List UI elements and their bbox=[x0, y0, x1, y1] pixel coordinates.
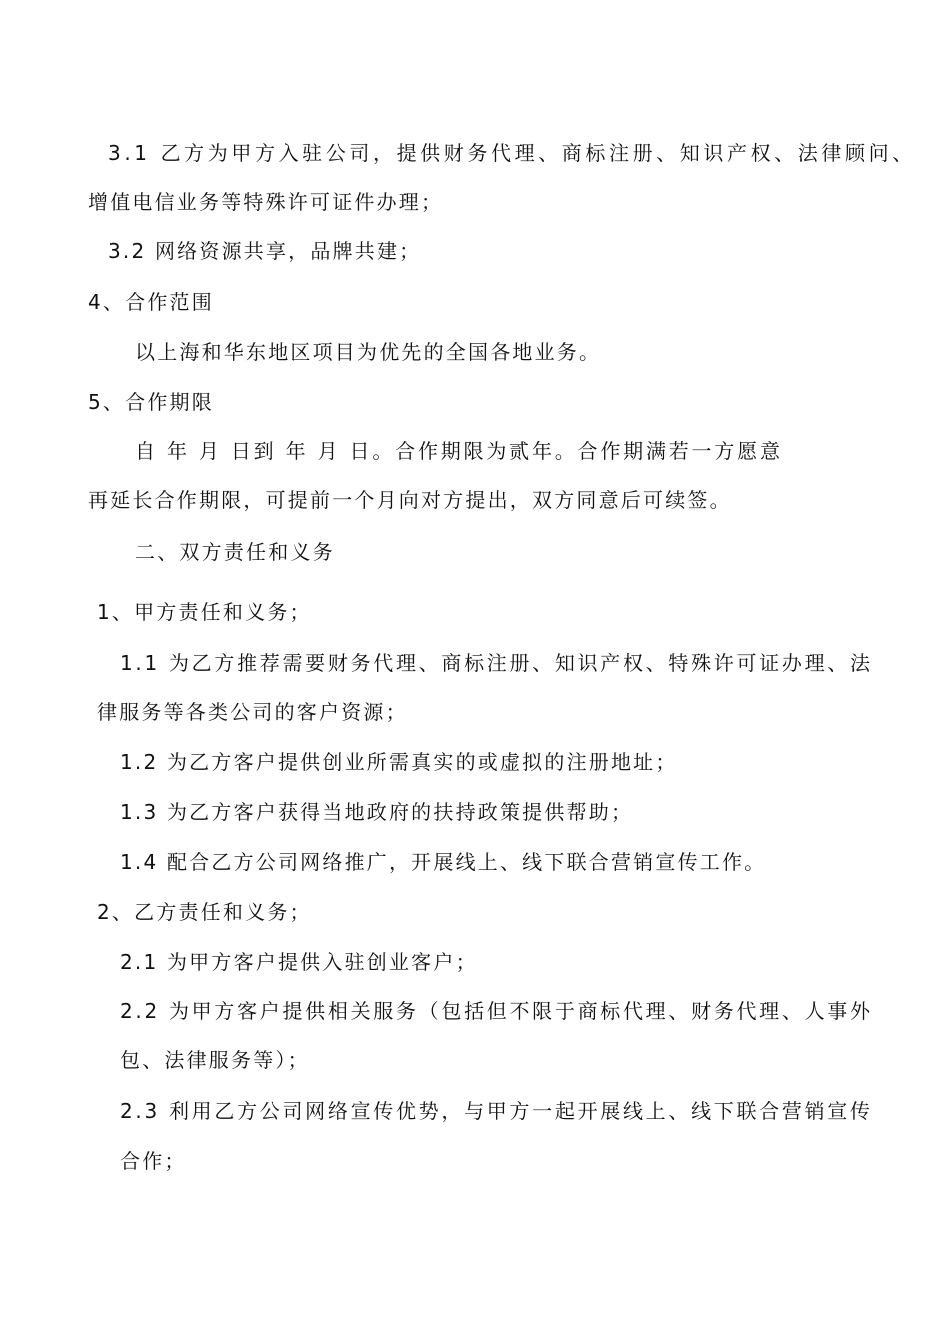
clause-3-1-line-1: 3.1 乙方为甲方入驻公司，提供财务代理、商标注册、知识产权、法律顾问、 bbox=[108, 141, 916, 165]
clause-3-2: 3.2 网络资源共享，品牌共建； bbox=[108, 239, 422, 263]
clause-1-1-line-1: 1.1 为乙方推荐需要财务代理、商标注册、知识产权、特殊许可证办理、法 bbox=[120, 651, 873, 675]
clause-2-3-line-2: 合作； bbox=[120, 1149, 187, 1173]
part-2-heading: 二、双方责任和义务 bbox=[135, 540, 335, 564]
party-b-heading: 2、乙方责任和义务； bbox=[97, 900, 312, 924]
section-5-body-line-1: 自 年 月 日到 年 月 日。合作期限为贰年。合作期满若一方愿意 bbox=[135, 439, 783, 463]
clause-3-1-line-2: 增值电信业务等特殊许可证件办理； bbox=[88, 190, 444, 214]
section-4-body: 以上海和华东地区项目为优先的全国各地业务。 bbox=[135, 340, 602, 364]
clause-1-3: 1.3 为乙方客户获得当地政府的扶持政策提供帮助； bbox=[120, 800, 634, 824]
clause-1-4: 1.4 配合乙方公司网络推广，开展线上、线下联合营销宣传工作。 bbox=[120, 850, 767, 874]
clause-2-2-line-2: 包、法律服务等）； bbox=[120, 1048, 310, 1072]
clause-1-2: 1.2 为乙方客户提供创业所需真实的或虚拟的注册地址； bbox=[120, 750, 678, 774]
section-5-heading: 5、合作期限 bbox=[88, 390, 214, 414]
section-4-heading: 4、合作范围 bbox=[88, 290, 214, 314]
clause-2-3-line-1: 2.3 利用乙方公司网络宣传优势，与甲方一起开展线上、线下联合营销宣传 bbox=[120, 1099, 873, 1123]
section-5-body-line-2: 再延长合作期限，可提前一个月向对方提出，双方同意后可续签。 bbox=[88, 488, 732, 512]
clause-2-2-line-1: 2.2 为甲方客户提供相关服务（包括但不限于商标代理、财务代理、人事外 bbox=[120, 999, 873, 1023]
party-a-heading: 1、甲方责任和义务； bbox=[97, 600, 312, 624]
clause-1-1-line-2: 律服务等各类公司的客户资源； bbox=[97, 700, 408, 724]
clause-2-1: 2.1 为甲方客户提供入驻创业客户； bbox=[120, 950, 478, 974]
